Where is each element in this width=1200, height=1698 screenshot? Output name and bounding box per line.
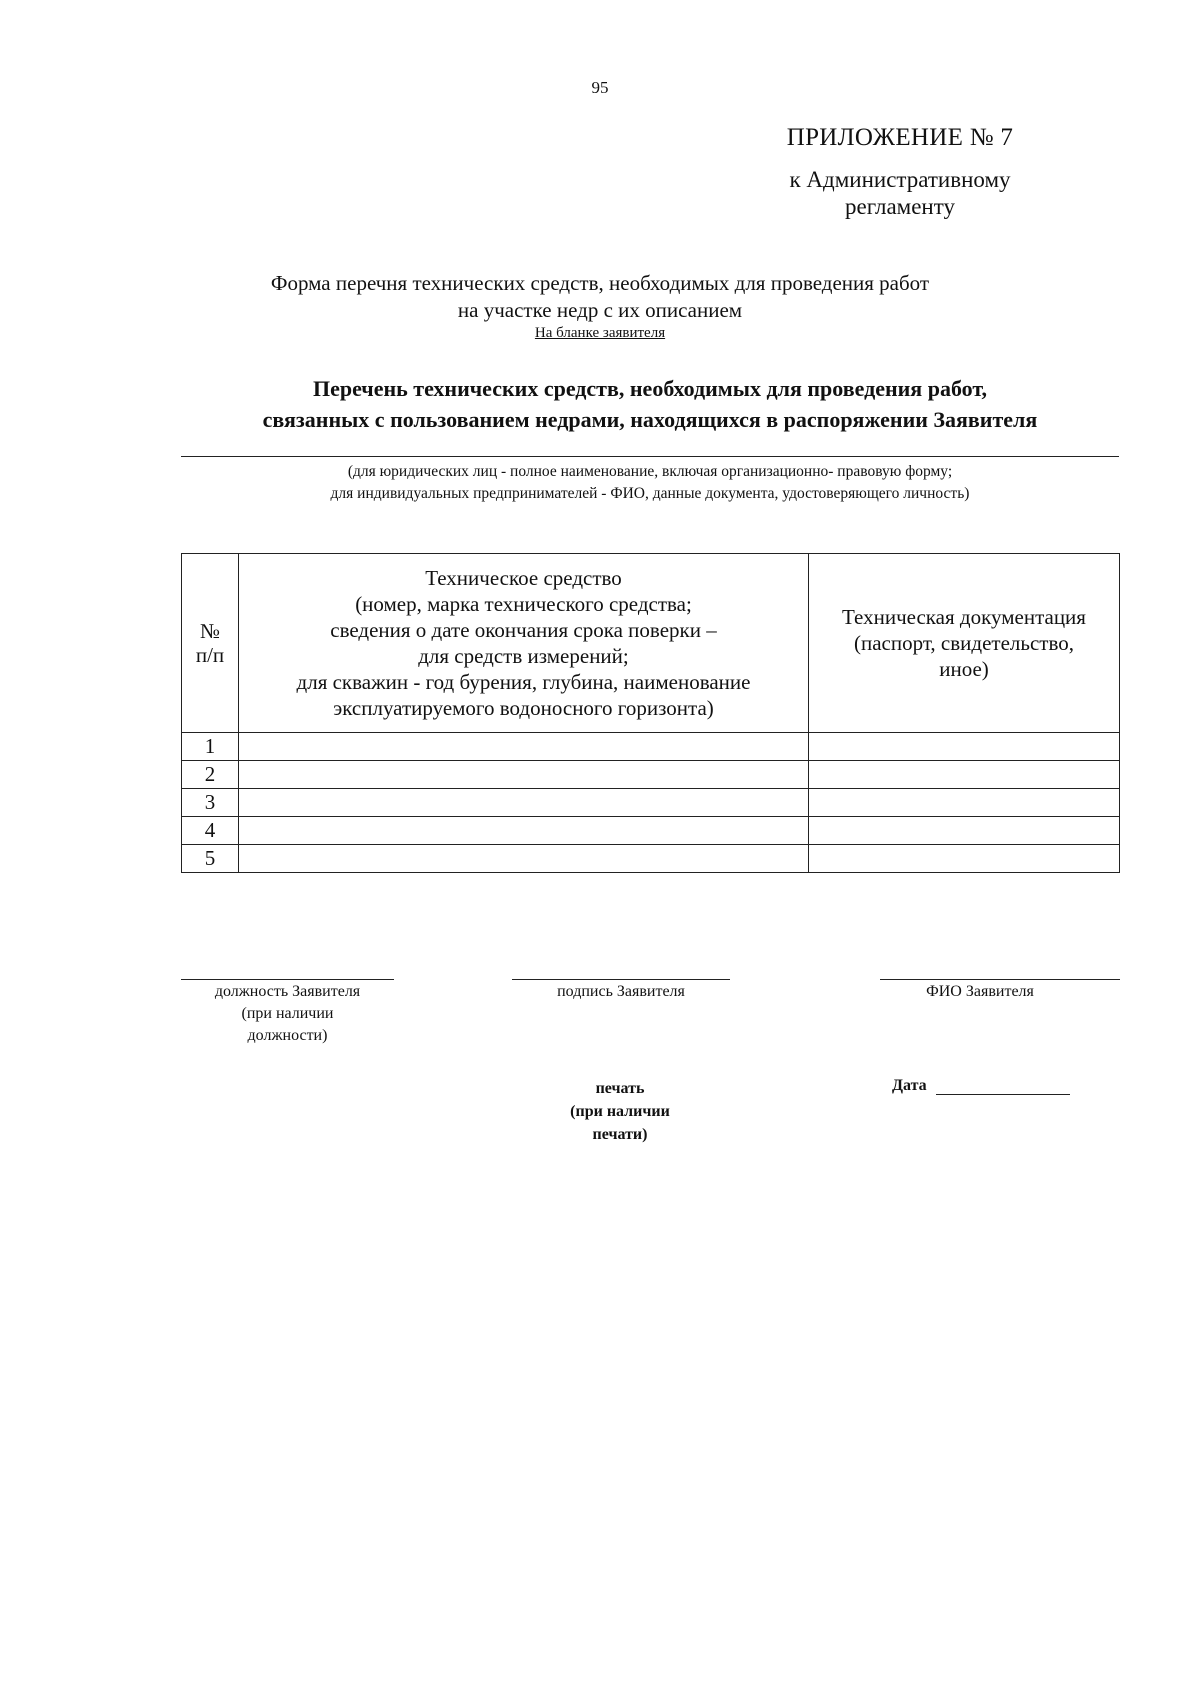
row-number: 4 bbox=[182, 817, 239, 845]
page-number: 95 bbox=[591, 78, 609, 97]
date-label: Дата bbox=[892, 1077, 927, 1094]
header-documentation bbox=[809, 554, 1120, 733]
table-header-row bbox=[182, 554, 1120, 733]
header-equipment-line: для средств измерений; bbox=[418, 644, 629, 668]
documentation-cell[interactable] bbox=[809, 789, 1120, 817]
equipment-cell[interactable] bbox=[239, 845, 809, 873]
full-name-field[interactable] bbox=[880, 979, 1120, 980]
position-label bbox=[181, 981, 394, 1047]
appendix-reference-line2: регламенту bbox=[845, 194, 955, 219]
table-row bbox=[182, 761, 1120, 789]
full-name-label: ФИО Заявителя bbox=[926, 983, 1034, 1000]
documentation-cell[interactable] bbox=[809, 817, 1120, 845]
header-equipment bbox=[239, 554, 809, 733]
position-label-line2: (при наличии bbox=[241, 1005, 334, 1022]
table-row bbox=[182, 817, 1120, 845]
equipment-cell[interactable] bbox=[239, 733, 809, 761]
header-equipment-line: для скважин - год бурения, глубина, наименование bbox=[296, 670, 751, 694]
header-equipment-line: (номер, марка технического средства; bbox=[355, 592, 692, 616]
applicant-hint-line2: для индивидуальных предпринимателей - ФИО, данные документа, удостоверяющего личность) bbox=[330, 485, 970, 502]
equipment-cell[interactable] bbox=[239, 761, 809, 789]
header-equipment-line: Техническое средство bbox=[425, 566, 622, 590]
list-heading bbox=[150, 373, 1150, 435]
appendix-reference bbox=[700, 166, 1100, 220]
row-number: 1 bbox=[182, 733, 239, 761]
appendix-reference-line1: к Административному bbox=[789, 167, 1011, 192]
letterhead-note: На бланке заявителя bbox=[534, 325, 666, 341]
equipment-table bbox=[181, 553, 1120, 873]
applicant-hint-line1: (для юридических лиц - полное наименование, включая организационно- правовую форму; bbox=[347, 463, 953, 480]
position-field[interactable] bbox=[181, 979, 394, 980]
header-documentation-line: Техническая документация bbox=[842, 605, 1086, 629]
form-caption bbox=[0, 270, 1200, 324]
stamp-label-line1: печать bbox=[595, 1080, 645, 1097]
table-row bbox=[182, 845, 1120, 873]
header-documentation-line: иное) bbox=[939, 657, 989, 681]
signature-field[interactable] bbox=[512, 979, 730, 980]
equipment-cell[interactable] bbox=[239, 817, 809, 845]
signature-label: подпись Заявителя bbox=[557, 983, 685, 1000]
position-label-line1: должность Заявителя bbox=[214, 983, 361, 1000]
appendix-title: ПРИЛОЖЕНИЕ № 7 bbox=[786, 124, 1014, 151]
table-row bbox=[182, 733, 1120, 761]
header-number-line2: п/п bbox=[195, 643, 225, 667]
row-number: 5 bbox=[182, 845, 239, 873]
position-label-line3: должности) bbox=[247, 1027, 328, 1044]
header-equipment-line: эксплуатируемого водоносного горизонта) bbox=[333, 696, 714, 720]
applicant-name-field[interactable] bbox=[181, 456, 1119, 457]
header-equipment-line: сведения о дате окончания срока поверки – bbox=[330, 618, 717, 642]
equipment-cell[interactable] bbox=[239, 789, 809, 817]
row-number: 3 bbox=[182, 789, 239, 817]
documentation-cell[interactable] bbox=[809, 733, 1120, 761]
stamp-label-line3: печати) bbox=[592, 1126, 648, 1143]
date-field[interactable] bbox=[936, 1094, 1070, 1095]
list-heading-line2: связанных с пользованием недрами, находящихся в распоряжении Заявителя bbox=[262, 407, 1038, 432]
stamp-label-line2: (при наличии bbox=[570, 1103, 670, 1120]
form-caption-line1: Форма перечня технических средств, необходимых для проведения работ bbox=[270, 271, 930, 295]
applicant-hint bbox=[150, 461, 1150, 505]
documentation-cell[interactable] bbox=[809, 845, 1120, 873]
stamp-label bbox=[520, 1077, 720, 1146]
header-number bbox=[182, 554, 239, 733]
header-documentation-line: (паспорт, свидетельство, bbox=[854, 631, 1074, 655]
form-caption-line2: на участке недр с их описанием bbox=[457, 298, 743, 322]
row-number: 2 bbox=[182, 761, 239, 789]
table-row bbox=[182, 789, 1120, 817]
header-number-line1: № bbox=[199, 619, 221, 643]
documentation-cell[interactable] bbox=[809, 761, 1120, 789]
list-heading-line1: Перечень технических средств, необходимых для проведения работ, bbox=[312, 376, 988, 401]
